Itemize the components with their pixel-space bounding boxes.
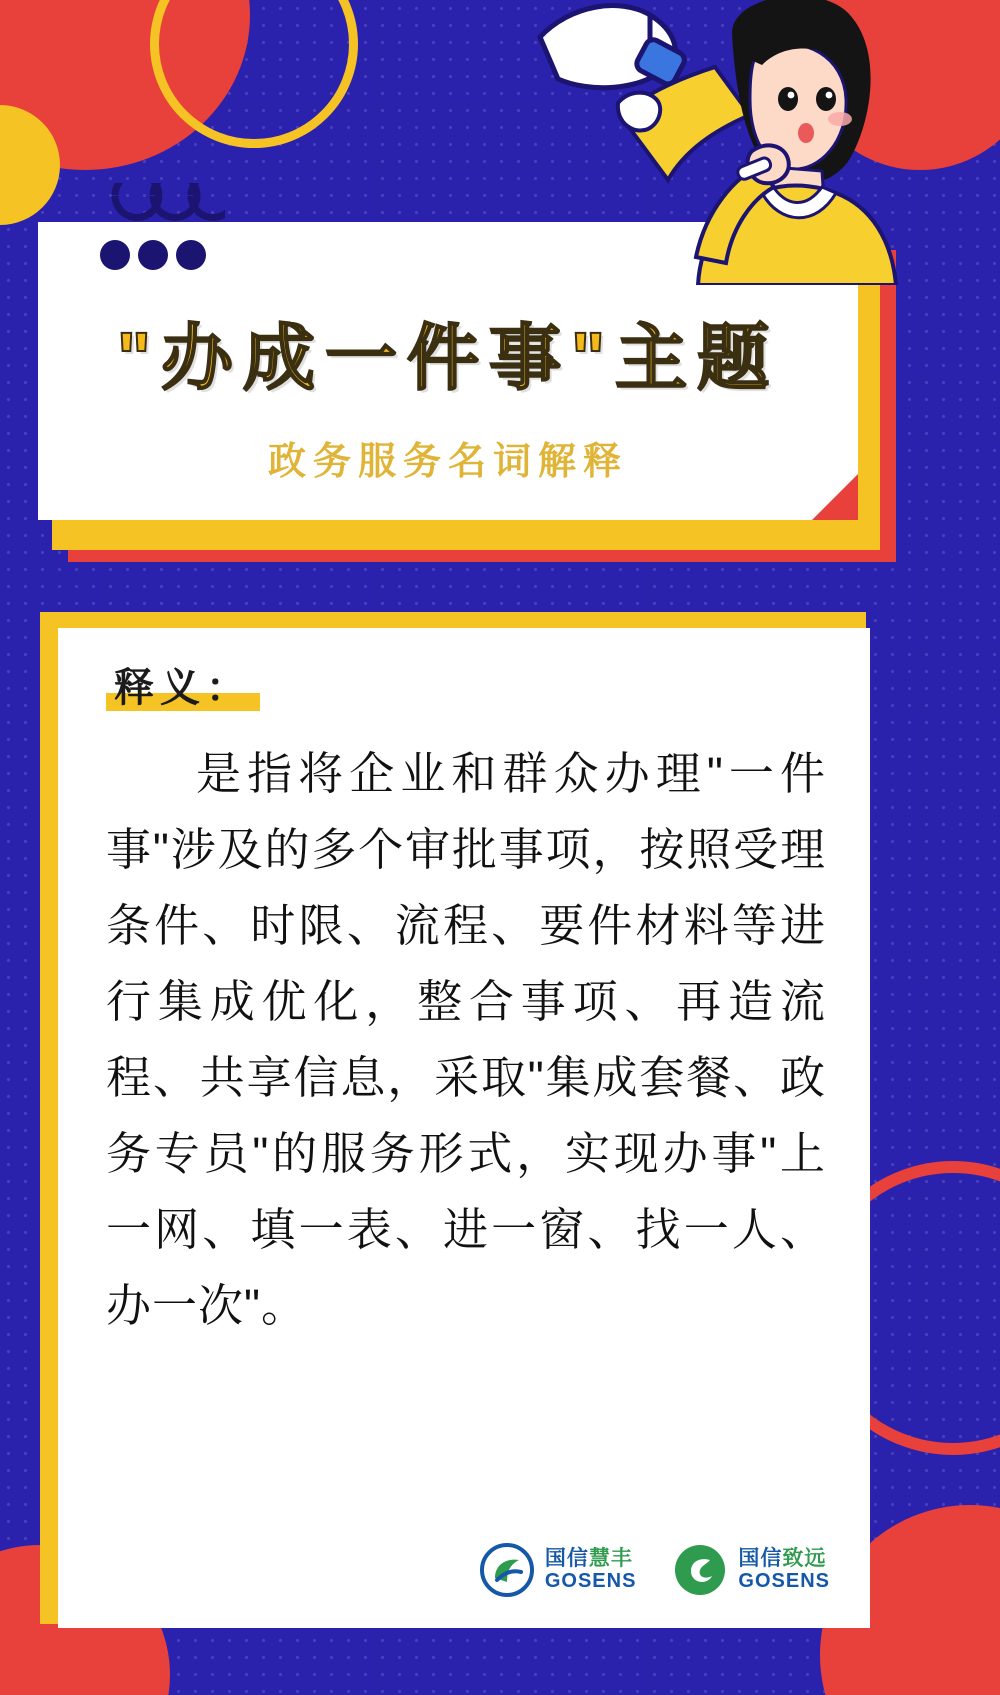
logo-guoxin-huifeng: [479, 1542, 637, 1598]
logo-guoxin-zhiyuan: [672, 1542, 830, 1598]
zhiyuan-mark-icon: [672, 1542, 728, 1598]
megaphone-girl-illustration: [500, 0, 920, 285]
zhiyuan-logo-en: GOSENS: [738, 1569, 830, 1592]
page-subtitle: 政务服务名词解释: [267, 441, 628, 483]
definition-label-wrap: [110, 656, 256, 713]
huifeng-logo-cn: 国信慧丰: [544, 1547, 633, 1571]
page-title: "办成一件事"主题: [116, 319, 780, 399]
zhiyuan-logo-cn: 国信致远: [738, 1547, 827, 1571]
content-card: [58, 628, 870, 1628]
definition-label: 释义：: [110, 656, 256, 713]
zhiyuan-logo-text: [738, 1548, 830, 1591]
huifeng-logo-en: GOSENS: [544, 1569, 637, 1592]
huifeng-logo-text: [545, 1548, 637, 1591]
definition-paragraph: 是指将企业和群众办理"一件事"涉及的多个审批事项，按照受理条件、时限、流程、要件材料等进行集成优化，整合事项、再造流程、共享信息，采取"集成套餐、政务专员"的服务形式，实现办事"上一网、填一表、进一窗、找一人、办一次"。: [106, 748, 826, 1331]
binder-rings-icon: [95, 183, 225, 293]
huifeng-mark-icon: [479, 1542, 535, 1598]
logo-row: [479, 1542, 830, 1598]
content-card-group: [40, 612, 870, 1632]
